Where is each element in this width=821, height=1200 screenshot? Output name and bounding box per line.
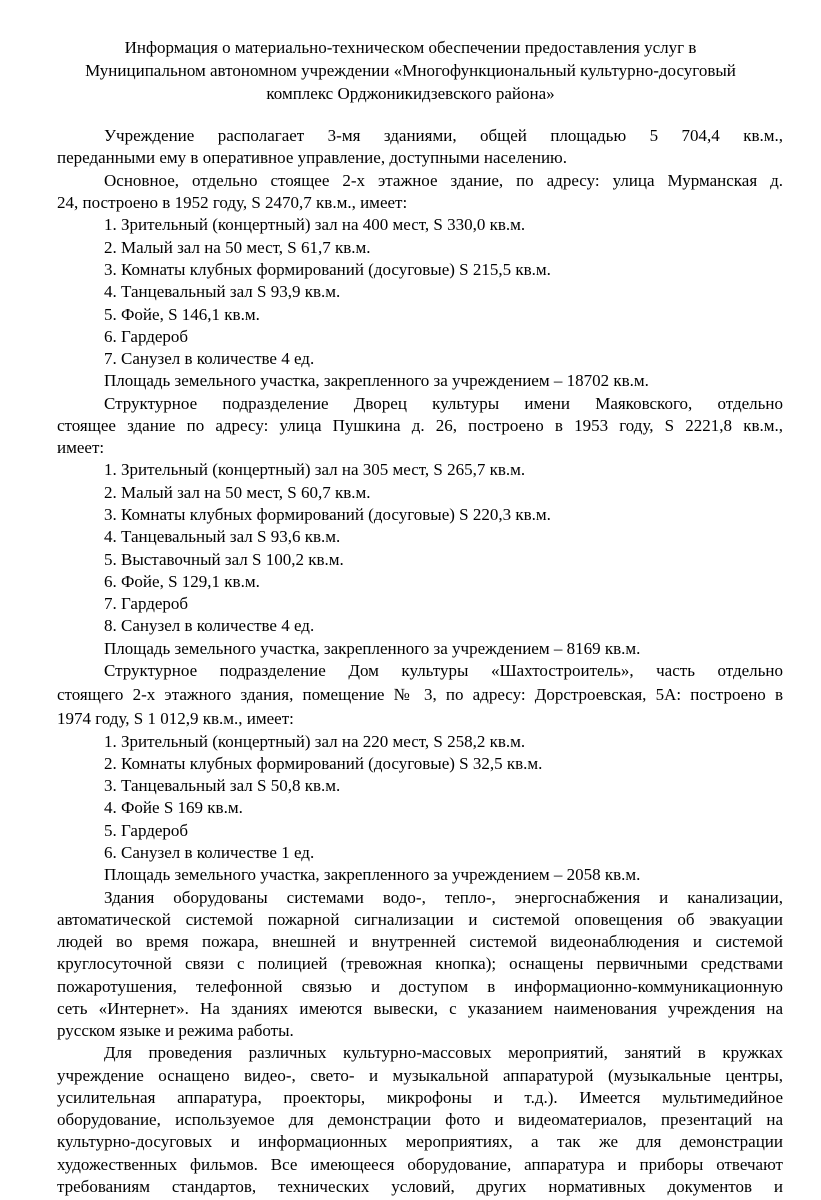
list-item: 5. Выставочный зал S 100,2 кв.м. (104, 550, 344, 569)
paragraph-line: Площадь земельного участка, закрепленного за учреждением – 18702 кв.м. (104, 371, 649, 390)
list-item: 6. Фойе, S 129,1 кв.м. (104, 572, 260, 591)
list-item: 4. Танцевальный зал S 93,9 кв.м. (104, 282, 341, 301)
paragraph-line: культурно-досуговых и информационных мероприятиях, а так же для демонстрации (57, 1132, 783, 1151)
list-item: 6. Гардероб (104, 327, 189, 346)
paragraph-line: автоматической системой пожарной сигнализации и системой оповещения об эвакуации (57, 910, 783, 929)
list-item: 2. Малый зал на 50 мест, S 60,7 кв.м. (104, 483, 371, 502)
document-title (40, 36, 781, 105)
list-item: 3. Комнаты клубных формирований (досуговые) S 220,3 кв.м. (104, 505, 551, 524)
paragraph-line: художественных фильмов. Все имеющееся оборудование, аппаратура и приборы отвечают (57, 1155, 783, 1174)
list-item: 1. Зрительный (концертный) зал на 400 мест, S 330,0 кв.м. (104, 215, 526, 234)
title-line: Муниципальном автономном учреждении «Многофункциональный культурно-досуговый (85, 61, 736, 80)
list-item: 4. Фойе S 169 кв.м. (104, 798, 243, 817)
list-item: 1. Зрительный (концертный) зал на 305 мест, S 265,7 кв.м. (104, 460, 526, 479)
title-line: комплекс Орджоникидзевского района» (266, 84, 555, 103)
paragraph-line: переданными ему в оперативное управление, доступными населению. (57, 148, 567, 167)
paragraph-line: усилительная аппаратура, проекторы, микрофоны и т.д.). Имеется мультимедийное (57, 1088, 783, 1107)
list-item: 5. Гардероб (104, 821, 189, 840)
paragraph-line: учреждение оснащено видео-, свето- и музыкальной аппаратурой (музыкальные центры, (57, 1066, 783, 1085)
paragraph-line: 24, построено в 1952 году, S 2470,7 кв.м., имеет: (57, 193, 408, 212)
paragraph-line: Здания оборудованы системами водо-, тепло-, энергоснабжения и канализации, (104, 888, 783, 907)
paragraph-line: сеть «Интернет». На зданиях имеются вывески, с указанием наименования учреждения на (57, 999, 783, 1018)
paragraph-line: русском языке и режима работы. (57, 1021, 294, 1040)
paragraph-line: Структурное подразделение Дом культуры «Шахтостроитель», часть отдельно (104, 661, 783, 680)
list-item: 7. Санузел в количестве 4 ед. (104, 349, 315, 368)
list-item: 3. Танцевальный зал S 50,8 кв.м. (104, 776, 341, 795)
list-item: 1. Зрительный (концертный) зал на 220 мест, S 258,2 кв.м. (104, 732, 526, 751)
paragraph-line: стоящего 2-х этажного здания, помещение № 3, по адресу: Дорстроевская, 5А: построено в (57, 685, 783, 704)
paragraph-line: 1974 году, S 1 012,9 кв.м., имеет: (57, 709, 294, 728)
list-item: 8. Санузел в количестве 4 ед. (104, 616, 315, 635)
paragraph-line: требованиям стандартов, технических условий, других нормативных документов и (57, 1177, 783, 1196)
list-item: 7. Гардероб (104, 594, 189, 613)
paragraph-line: Площадь земельного участка, закрепленного за учреждением – 8169 кв.м. (104, 639, 641, 658)
paragraph-line: Структурное подразделение Дворец культуры имени Маяковского, отдельно (104, 394, 783, 413)
list-item: 2. Малый зал на 50 мест, S 61,7 кв.м. (104, 238, 371, 257)
list-item: 6. Санузел в количестве 1 ед. (104, 843, 315, 862)
list-item: 5. Фойе, S 146,1 кв.м. (104, 305, 260, 324)
title-line: Информация о материально-техническом обеспечении предоставления услуг в (124, 38, 697, 57)
list-item: 4. Танцевальный зал S 93,6 кв.м. (104, 527, 341, 546)
paragraph-line: оборудование, используемое для демонстрации фото и видеоматериалов, презентаций на (57, 1110, 783, 1129)
paragraph-line: круглосуточной связи с полицией (тревожная кнопка); оснащены первичными средствами (57, 954, 783, 973)
paragraph-line: Учреждение располагает 3-мя зданиями, общей площадью 5 704,4 кв.м., (104, 126, 783, 145)
list-item: 2. Комнаты клубных формирований (досуговые) S 32,5 кв.м. (104, 754, 543, 773)
list-item: 3. Комнаты клубных формирований (досуговые) S 215,5 кв.м. (104, 260, 551, 279)
paragraph-line: Для проведения различных культурно-массовых мероприятий, занятий в кружках (104, 1043, 783, 1062)
paragraph-line: людей во время пожара, внешней и внутренней системой видеонаблюдения и системой (57, 932, 783, 951)
paragraph-line: стоящее здание по адресу: улица Пушкина д. 26, построено в 1953 году, S 2221,8 кв.м., (57, 416, 783, 435)
paragraph-line: имеет: (57, 438, 105, 457)
paragraph-line: пожаротушения, телефонной связью и доступом в информационно-коммуникационную (57, 977, 783, 996)
paragraph-line: Основное, отдельно стоящее 2-х этажное здание, по адресу: улица Мурманская д. (104, 171, 783, 190)
paragraph-line: Площадь земельного участка, закрепленного за учреждением – 2058 кв.м. (104, 865, 641, 884)
